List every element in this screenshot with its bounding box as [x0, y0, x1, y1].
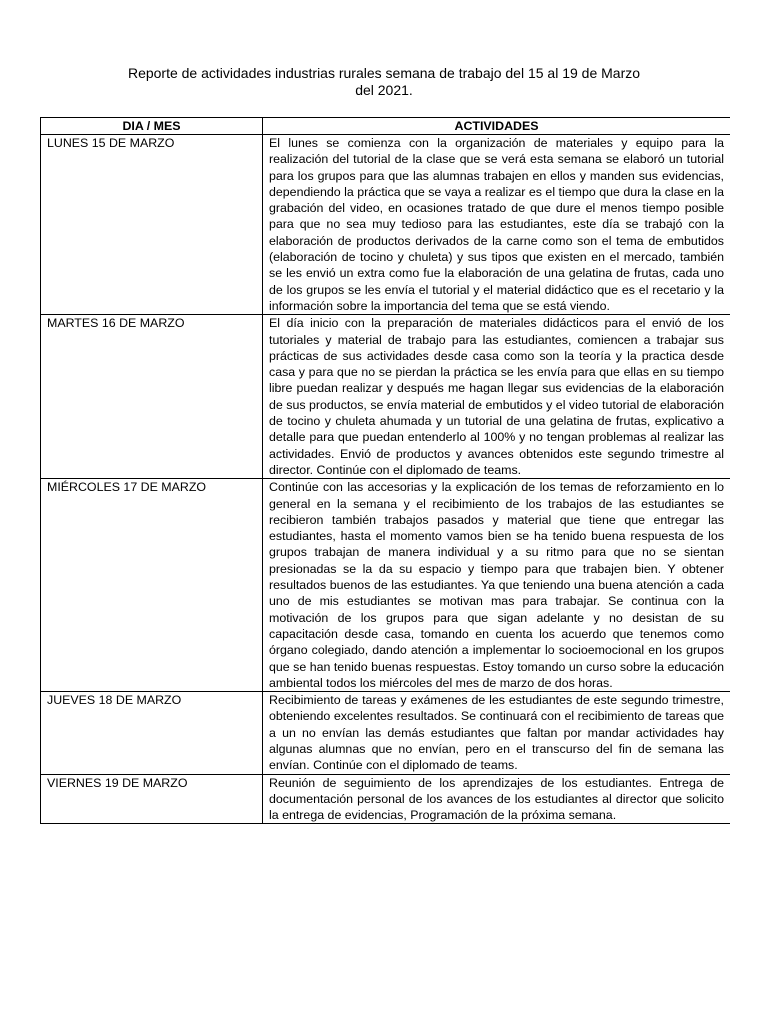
table-row: [41, 315, 731, 479]
document-title: [60, 65, 708, 99]
row-day: JUEVES 18 DE MARZO: [41, 692, 263, 774]
row-day: VIERNES 19 DE MARZO: [41, 774, 263, 824]
title-line-2: del 2021.: [355, 82, 413, 98]
header-activities: ACTIVIDADES: [263, 118, 731, 135]
activities-table: [40, 117, 730, 824]
row-activity: El lunes se comienza con la organización de materiales y equipo para la realización del tutorial de la clase que se verá esta semana se elaboró un tutorial para los grupos para que las alumnas trabajen en ellos y manden sus evidencias, dependiendo la práctica que se vaya a realizar es el tiempo que dura la clase en la grabación del video, en ocasiones tratado de que dure el menos tiempo posible para que no sea muy tedioso para las estudiantes, este día se trabajó con la elaboración de productos derivados de la carne como son el tema de embutidos (elaboración de tocino y chuleta) y sus tipos que existen en el mercado, también se les envió un extra como fue la elaboración de una gelatina de frutas, cada uno de los grupos se les envía el tutorial y el material didáctico que es el recetario y la información sobre la importancia del tema que se está viendo.: [263, 135, 731, 315]
row-activity: Reunión de seguimiento de los aprendizajes de los estudiantes. Entrega de documentación personal de los avances de los estudiantes al director que solicito la entrega de evidencias, Programación de la próxima semana.: [263, 774, 731, 824]
row-activity: El día inicio con la preparación de materiales didácticos para el envió de los tutoriales y material de trabajo para las estudiantes, comiencen a trabajar sus prácticas de sus actividades desde casa como son la teoría y la practica desde casa y para que no se pierdan la práctica se les envía para que ellas en su tiempo libre puedan realizar y después me hagan llegar sus evidencias de la elaboración de sus productos, se envía material de embutidos y el video tutorial de elaboración de tocino y chuleta ahumada y un tutorial de una gelatina de frutas, explicativo a detalle para que puedan entenderlo al 100% y no tengan problemas al realizar las actividades. Envió de productos y avances obtenidos este segundo trimestre al director. Continúe con el diplomado de teams.: [263, 315, 731, 479]
table-header-row: [41, 118, 731, 135]
row-activity: Recibimiento de tareas y exámenes de les estudiantes de este segundo trimestre, obteniendo excelentes resultados. Se continuará con el recibimiento de tareas que a un no envían las demás estudiantes que faltan por mandar actividades hay algunas alumnas que no envían, pero en el transcurso del fin de semana las envían. Continúe con el diplomado de teams.: [263, 692, 731, 774]
title-line-1: Reporte de actividades industrias rurales semana de trabajo del 15 al 19 de Marzo: [127, 65, 641, 81]
table-row: [41, 479, 731, 692]
row-day: LUNES 15 DE MARZO: [41, 135, 263, 315]
table-row: [41, 774, 731, 824]
header-day-month: DIA / MES: [41, 118, 263, 135]
row-activity: Continúe con las accesorias y la explicación de los temas de reforzamiento en lo general en la semana y el recibimiento de los trabajos de las estudiantes se recibieron también trabajos pasados y material que tiene que entregar las estudiantes, hasta el momento vamos bien se ha tenido buena respuesta de los grupos trabajan de manera individual y a su ritmo para que no se sientan presionadas se la da su espacio y tiempo para que trabajen bien. Y obtener resultados buenos de las estudiantes. Ya que teniendo una buena atención a cada uno de mis estudiantes se motivan mas para trabajar. Se continua con la motivación de los grupos para que sigan adelante y no desistan de su capacitación desde casa, tomando en cuenta los acuerdo que tenemos como órgano colegiado, dando atención a implementar lo socioemocional en los grupos que se han tenido buenas respuestas. Estoy tomando un curso sobre la educación ambiental todos los miércoles del mes de marzo de dos horas.: [263, 479, 731, 692]
row-day: MARTES 16 DE MARZO: [41, 315, 263, 479]
table-row: [41, 135, 731, 315]
row-day: MIÉRCOLES 17 DE MARZO: [41, 479, 263, 692]
table-row: [41, 692, 731, 774]
activities-table-container: [40, 117, 730, 923]
